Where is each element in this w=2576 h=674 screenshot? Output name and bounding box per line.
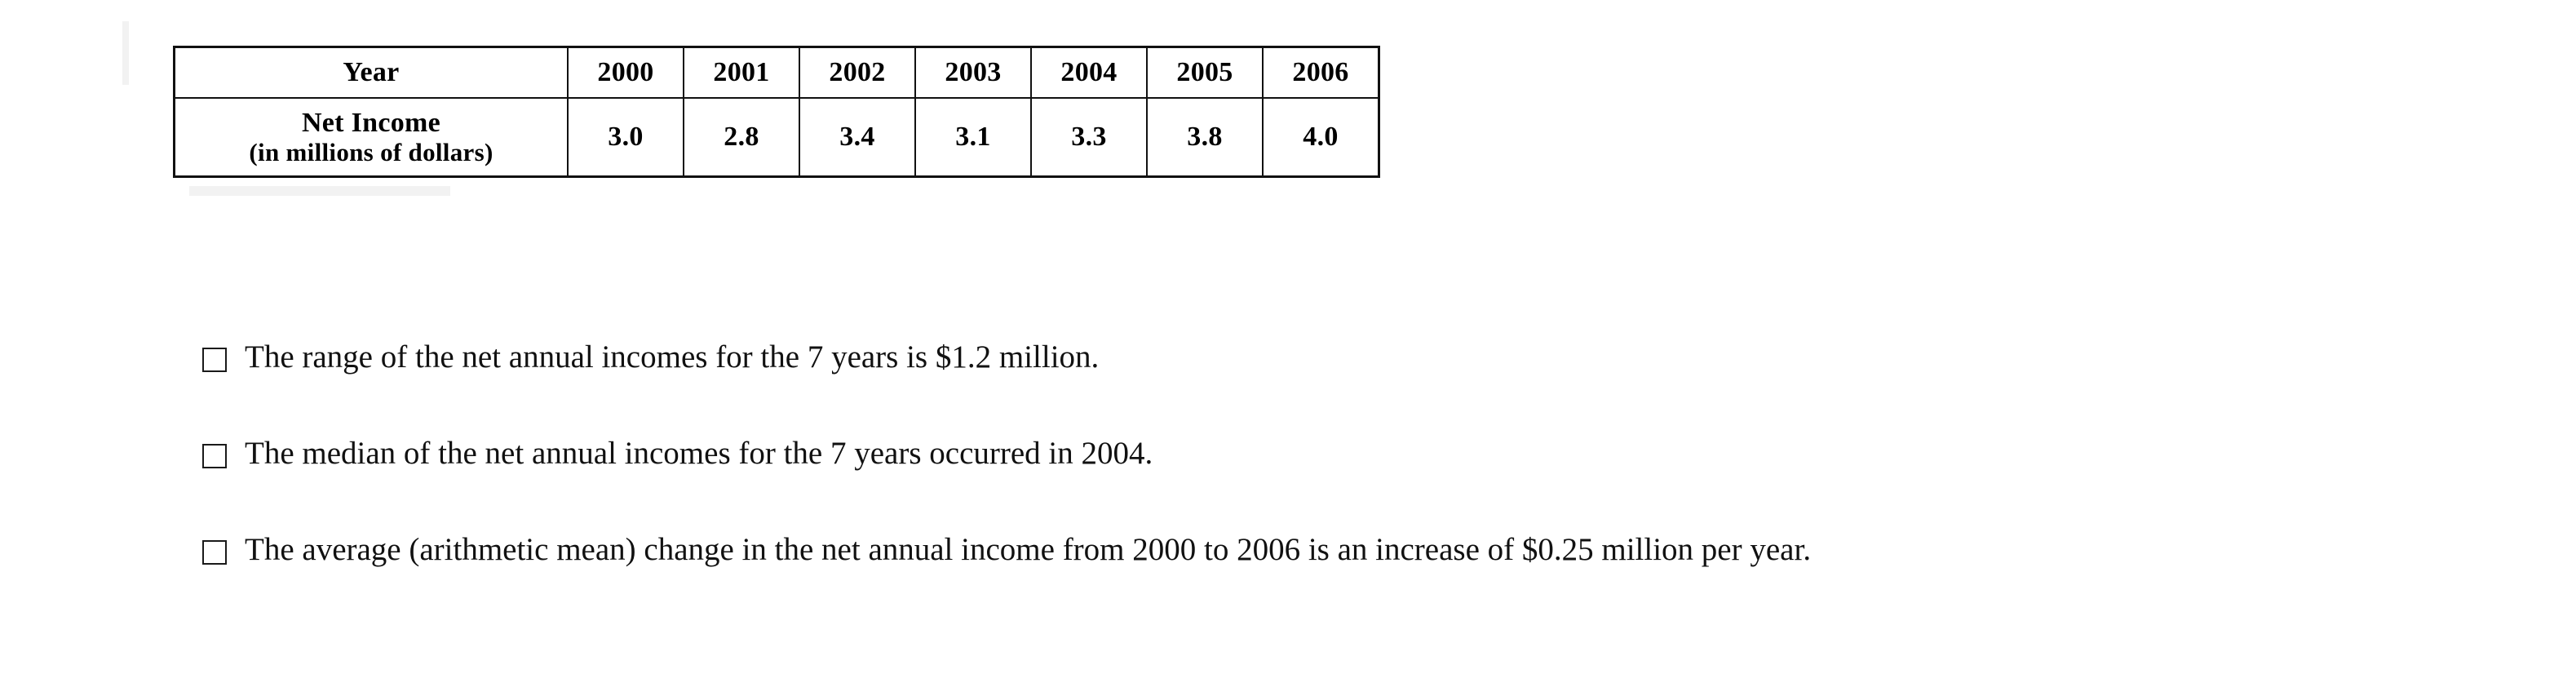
list-item bbox=[202, 436, 2552, 472]
statement-text-2: The median of the net annual incomes for the 7 years occurred in 2004. bbox=[245, 435, 1153, 471]
net-income-table-container bbox=[173, 46, 1380, 178]
net-income-label-line1: Net Income bbox=[301, 107, 441, 138]
scan-artifact bbox=[189, 186, 450, 196]
statement-list bbox=[202, 339, 2552, 569]
table-net-income-label bbox=[175, 98, 569, 177]
table-year-2003: 2003 bbox=[915, 47, 1031, 99]
table-year-2004: 2004 bbox=[1031, 47, 1147, 99]
list-item bbox=[202, 532, 2552, 569]
table-value-2005: 3.8 bbox=[1147, 98, 1263, 177]
table-year-2002: 2002 bbox=[799, 47, 915, 99]
table-value-2003: 3.1 bbox=[915, 98, 1031, 177]
table-value-2000: 3.0 bbox=[568, 98, 684, 177]
table-year-2000: 2000 bbox=[568, 47, 684, 99]
table-value-2002: 3.4 bbox=[799, 98, 915, 177]
statement-checkbox-3[interactable] bbox=[202, 540, 227, 565]
net-income-table bbox=[173, 46, 1380, 178]
table-row bbox=[175, 98, 1379, 177]
table-value-2001: 2.8 bbox=[684, 98, 799, 177]
statement-text-3: The average (arithmetic mean) change in the net annual income from 2000 to 2006 is an increase of $0.25 million per year. bbox=[245, 531, 1812, 567]
table-year-label: Year bbox=[175, 47, 569, 99]
statement-checkbox-2[interactable] bbox=[202, 444, 227, 468]
net-income-label-line2: (in millions of dollars) bbox=[249, 137, 494, 166]
statement-text-1: The range of the net annual incomes for the 7 years is $1.2 million. bbox=[245, 339, 1100, 375]
table-value-2006: 4.0 bbox=[1263, 98, 1379, 177]
list-item bbox=[202, 339, 2552, 376]
statement-checkbox-1[interactable] bbox=[202, 348, 227, 372]
table-year-2006: 2006 bbox=[1263, 47, 1379, 99]
table-value-2004: 3.3 bbox=[1031, 98, 1147, 177]
table-row bbox=[175, 47, 1379, 99]
table-year-2001: 2001 bbox=[684, 47, 799, 99]
scan-artifact bbox=[122, 21, 129, 85]
table-year-2005: 2005 bbox=[1147, 47, 1263, 99]
